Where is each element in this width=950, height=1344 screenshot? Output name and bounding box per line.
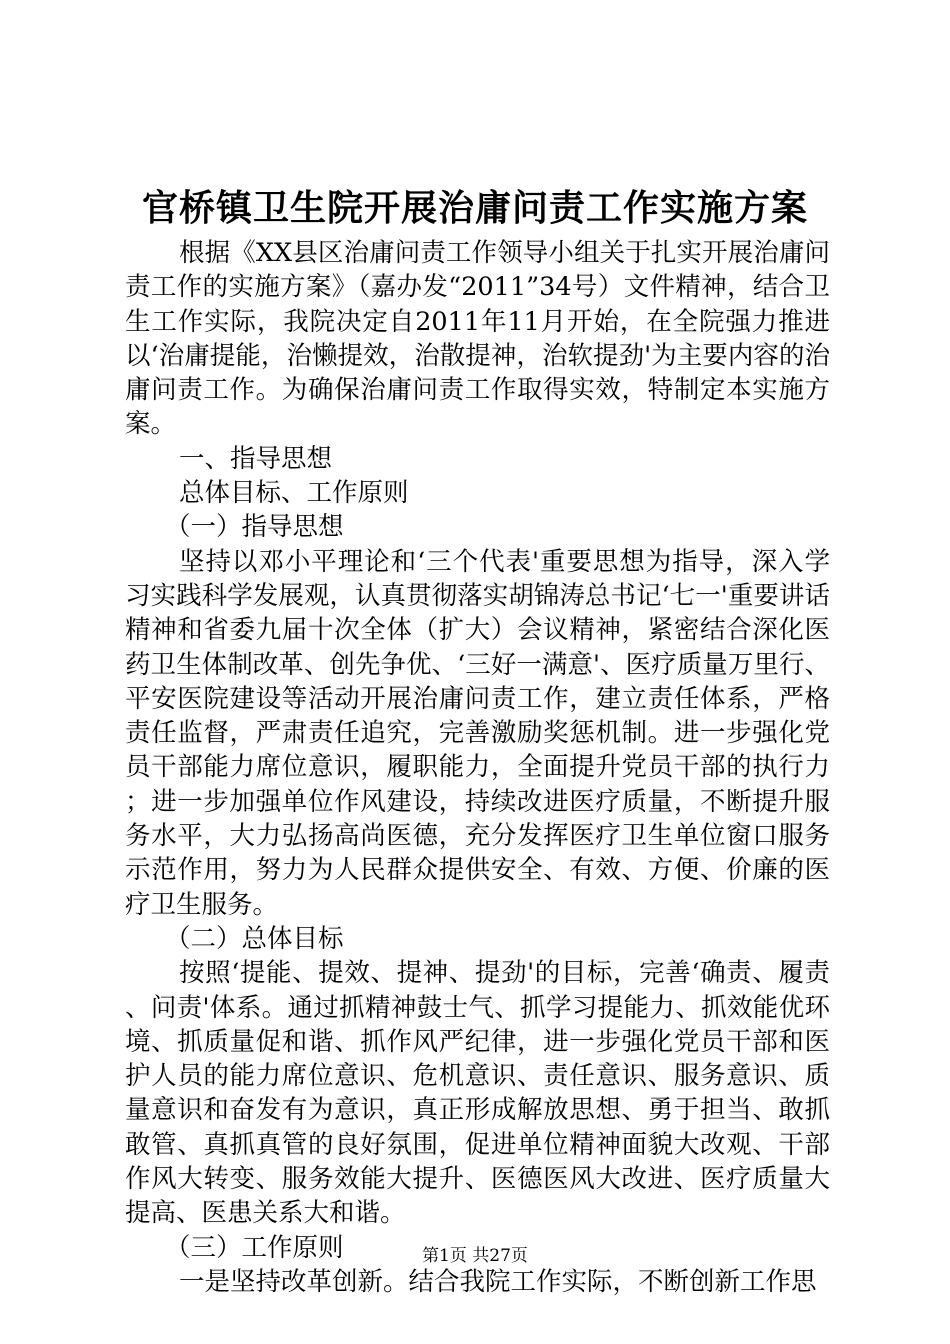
work-principle-paragraph: 一是坚持改革创新。结合我院工作实际，不断创新工作思 <box>179 1266 817 1297</box>
document-body <box>125 236 830 1299</box>
intro-paragraph: 根据《XX县区治庸问责工作领导小组关于扎实开展治庸问责工作的实施方案》（嘉办发“2011”34号）文件精神，结合卫生工作实际，我院决定自2011年11月开始，在全院强力推进以‘治庸提能，治懒提效，治散提神，治软提劲'为主要内容的治庸问责工作。为确保治庸问责工作取得实效，特制定本实施方案。 <box>125 238 830 440</box>
subsection-heading-3: （三）工作原则 <box>165 1232 344 1263</box>
subsection-heading-2: （二）总体目标 <box>165 923 344 954</box>
overall-goal-paragraph: 按照‘提能、提效、提神、提劲'的目标，完善‘确责、履责、问责'体系。通过抓精神鼓士气、抓学习提能力、抓效能优环境、抓质量促和谐、抓作风严纪律，进一步强化党员干部和医护人员的能力席位意识、危机意识、责任意识、服务意识、质量意识和奋发有为意识，真正形成解放思想、勇于担当、敢抓敢管、真抓真管的良好氛围，促进单位精神面貌大改观、干部作风大转变、服务效能大提升、医德医风大改进、医疗质量大提高、医患关系大和谐。 <box>125 958 830 1229</box>
section-subtitle-goals-principles: 总体目标、工作原则 <box>179 478 409 509</box>
subsection-heading-1: （一）指导思想 <box>165 512 344 543</box>
page-footer: 第1页 共27页 <box>422 1246 528 1266</box>
document-title: 官桥镇卫生院开展治庸问责工作实施方案 <box>141 187 808 229</box>
section-heading-guiding-thought: 一、指导思想 <box>179 443 333 474</box>
guiding-thought-paragraph: 坚持以邓小平理论和‘三个代表'重要思想为指导，深入学习实践科学发展观，认真贯彻落实胡锦涛总书记‘七一'重要讲话精神和省委九届十次全体（扩大）会议精神，紧密结合深化医药卫生体制改革、创先争优、‘三好一满意'、医疗质量万里行、平安医院建设等活动开展治庸问责工作，建立责任体系，严格责任监督，严肃责任追究，完善激励奖惩机制。进一步强化党员干部能力席位意识，履职能力，全面提升党员干部的执行力；进一步加强单位作风建设，持续改进医疗质量，不断提升服务水平，大力弘扬高尚医德，充分发挥医疗卫生单位窗口服务示范作用，努力为人民群众提供安全、有效、方便、价廉的医疗卫生服务。 <box>125 546 830 920</box>
